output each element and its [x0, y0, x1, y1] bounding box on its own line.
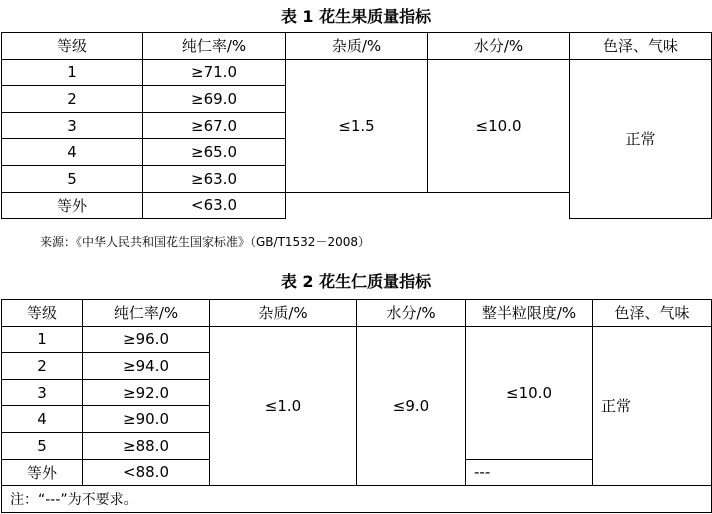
kernel-rate-cell: ≥88.0 [83, 432, 210, 459]
half-kernel-out-cell: --- [466, 459, 593, 486]
blank-cell [286, 192, 570, 219]
grade-cell: 2 [2, 353, 83, 380]
kernel-rate-cell: ≥90.0 [83, 406, 210, 433]
header-half-kernel: 整半粒限度/% [466, 300, 593, 327]
kernel-rate-cell: <63.0 [143, 192, 286, 219]
kernel-rate-cell: ≥94.0 [83, 353, 210, 380]
table-header-row [2, 33, 712, 60]
table-row [2, 59, 712, 86]
note-row [2, 486, 712, 513]
peanut-kernel-quality-table [1, 299, 712, 513]
grade-cell: 1 [2, 59, 143, 86]
header-kernel-rate: 纯仁率/% [83, 300, 210, 327]
peanut-pod-quality-table [1, 32, 712, 219]
header-color-odor: 色泽、气味 [570, 33, 712, 60]
header-moisture: 水分/% [428, 33, 570, 60]
moisture-cell: ≤10.0 [428, 59, 570, 192]
grade-cell: 1 [2, 326, 83, 353]
kernel-rate-cell: ≥96.0 [83, 326, 210, 353]
grade-cell: 等外 [2, 192, 143, 219]
impurity-cell: ≤1.5 [286, 59, 428, 192]
table2-title: 表 2 花生仁质量指标 [280, 272, 432, 291]
grade-cell: 等外 [2, 459, 83, 486]
grade-cell: 3 [2, 379, 83, 406]
kernel-rate-cell: ≥63.0 [143, 165, 286, 192]
kernel-rate-cell: <88.0 [83, 459, 210, 486]
note-cell: 注：“---”为不要求。 [2, 486, 712, 513]
header-impurity: 杂质/% [210, 300, 357, 327]
grade-cell: 4 [2, 406, 83, 433]
grade-cell: 3 [2, 112, 143, 139]
color-odor-cell: 正常 [570, 59, 712, 219]
grade-cell: 5 [2, 432, 83, 459]
grade-cell: 4 [2, 139, 143, 166]
header-grade: 等级 [2, 33, 143, 60]
source-note: 来源：《中华人民共和国花生国家标准》（GB/T1532－2008） [40, 235, 370, 249]
half-kernel-cell: ≤10.0 [466, 326, 593, 459]
kernel-rate-cell: ≥69.0 [143, 86, 286, 113]
kernel-rate-cell: ≥65.0 [143, 139, 286, 166]
header-moisture: 水分/% [357, 300, 466, 327]
impurity-cell: ≤1.0 [210, 326, 357, 486]
grade-cell: 5 [2, 165, 143, 192]
table-header-row [2, 300, 712, 327]
moisture-cell: ≤9.0 [357, 326, 466, 486]
grade-cell: 2 [2, 86, 143, 113]
header-color-odor: 色泽、气味 [593, 300, 712, 327]
table1-title: 表 1 花生果质量指标 [280, 7, 432, 26]
kernel-rate-cell: ≥71.0 [143, 59, 286, 86]
color-odor-cell: 正常 [593, 326, 712, 486]
header-grade: 等级 [2, 300, 83, 327]
header-kernel-rate: 纯仁率/% [143, 33, 286, 60]
kernel-rate-cell: ≥67.0 [143, 112, 286, 139]
header-impurity: 杂质/% [286, 33, 428, 60]
table-row [2, 326, 712, 353]
kernel-rate-cell: ≥92.0 [83, 379, 210, 406]
